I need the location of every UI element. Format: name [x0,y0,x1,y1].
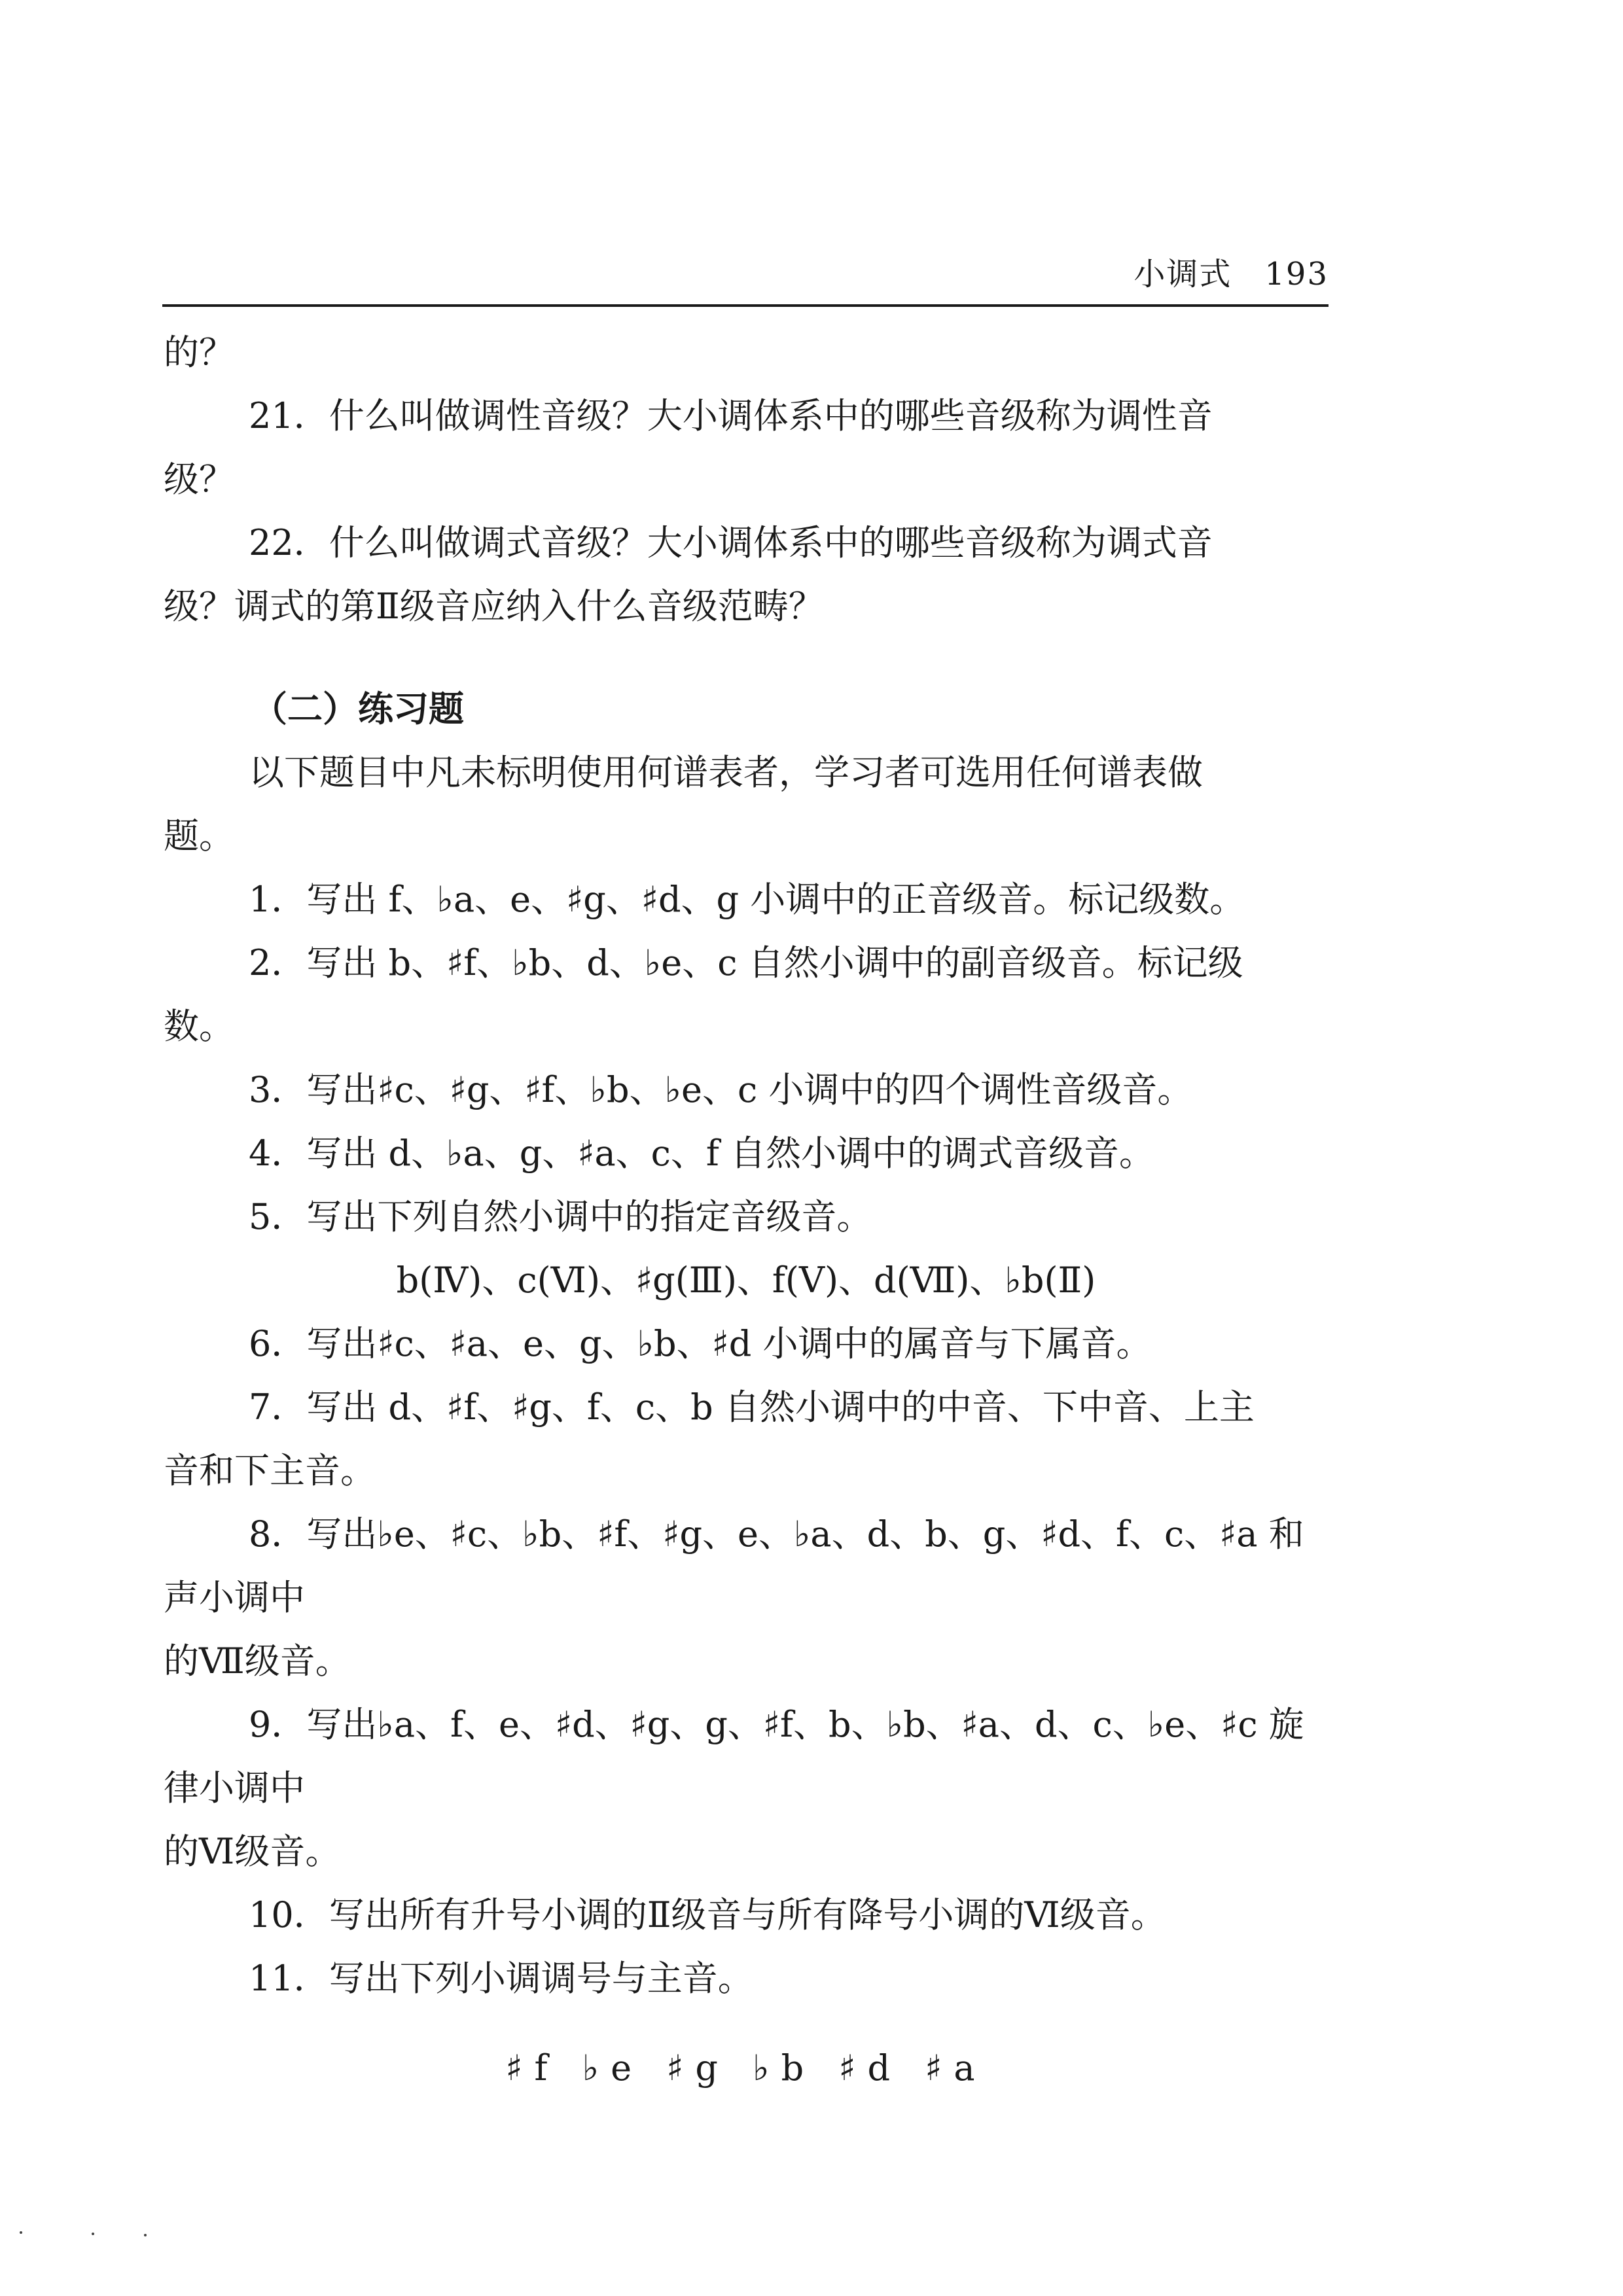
page-number: 193 [1264,256,1329,292]
header-rule [162,304,1329,307]
exercise-2-cont: 数。 [164,1006,234,1047]
exercise-10: 10．写出所有升号小调的Ⅱ级音与所有降号小调的Ⅵ级音。 [249,1894,1166,1935]
header-title: 小调式 [1133,256,1232,292]
question-21: 21．什么叫做调性音级？大小调体系中的哪些音级称为调性音 [249,395,1213,436]
exercise-5-list: b(Ⅳ)、c(Ⅵ)、♯g(Ⅲ)、f(Ⅴ)、d(Ⅶ)、♭b(Ⅱ) [396,1260,1096,1301]
exercise-8: 8．写出♭e、♯c、♭b、♯f、♯g、e、♭a、d、b、g、♯d、f、c、♯a 和声小调中 [164,1513,1304,1618]
section-title: （二）练习题 [252,688,464,730]
exercise-6: 6．写出♯c、♯a、e、g、♭b、♯d 小调中的属音与下属音。 [249,1323,1152,1364]
exercise-4: 4．写出 d、♭a、g、♯a、c、f 自然小调中的调式音级音。 [249,1133,1155,1174]
question-22: 22．什么叫做调式音级？大小调体系中的哪些音级称为调式音 [249,522,1213,563]
exercise-9: 9．写出♭a、f、e、♯d、♯g、g、♯f、b、♭b、♯a、d、c、♭e、♯c 旋律小调中 [164,1704,1304,1809]
scan-speck [92,2233,94,2235]
exercise-5: 5．写出下列自然小调中的指定音级音。 [249,1196,872,1237]
question-21-cont: 级？ [164,459,234,500]
intro-line: 以下题目中凡未标明使用何谱表者，学习者可选用任何谱表做 [249,752,1203,793]
paragraph-continuation: 的？ [164,332,234,373]
scan-speck [20,2231,22,2234]
exercise-1: 1．写出 f、♭a、e、♯g、♯d、g 小调中的正音级音。标记级数。 [249,879,1245,920]
exercise-7: 7．写出 d、♯f、♯g、f、c、b 自然小调中的中音、下中音、上主 [249,1386,1255,1428]
exercise-9-cont: 的Ⅵ级音。 [164,1831,341,1872]
exercise-8-cont: 的Ⅶ级音。 [164,1640,351,1682]
exercise-2: 2．写出 b、♯f、♭b、d、♭e、c 自然小调中的副音级音。标记级 [249,942,1243,983]
exercise-11: 11．写出下列小调调号与主音。 [249,1958,753,1999]
page-body [164,321,1329,2100]
intro-line-cont: 题。 [164,815,234,857]
question-22-cont: 级？调式的第Ⅱ级音应纳入什么音级范畴？ [164,586,824,627]
exercise-11-list: ♯f ♭e ♯g ♭b ♯d ♯a [505,2047,987,2089]
exercise-3: 3．写出♯c、♯g、♯f、♭b、♭e、c 小调中的四个调性音级音。 [249,1069,1193,1110]
scan-speck [144,2234,147,2236]
exercise-7-cont: 音和下主音。 [164,1450,376,1491]
running-header [164,249,1329,294]
